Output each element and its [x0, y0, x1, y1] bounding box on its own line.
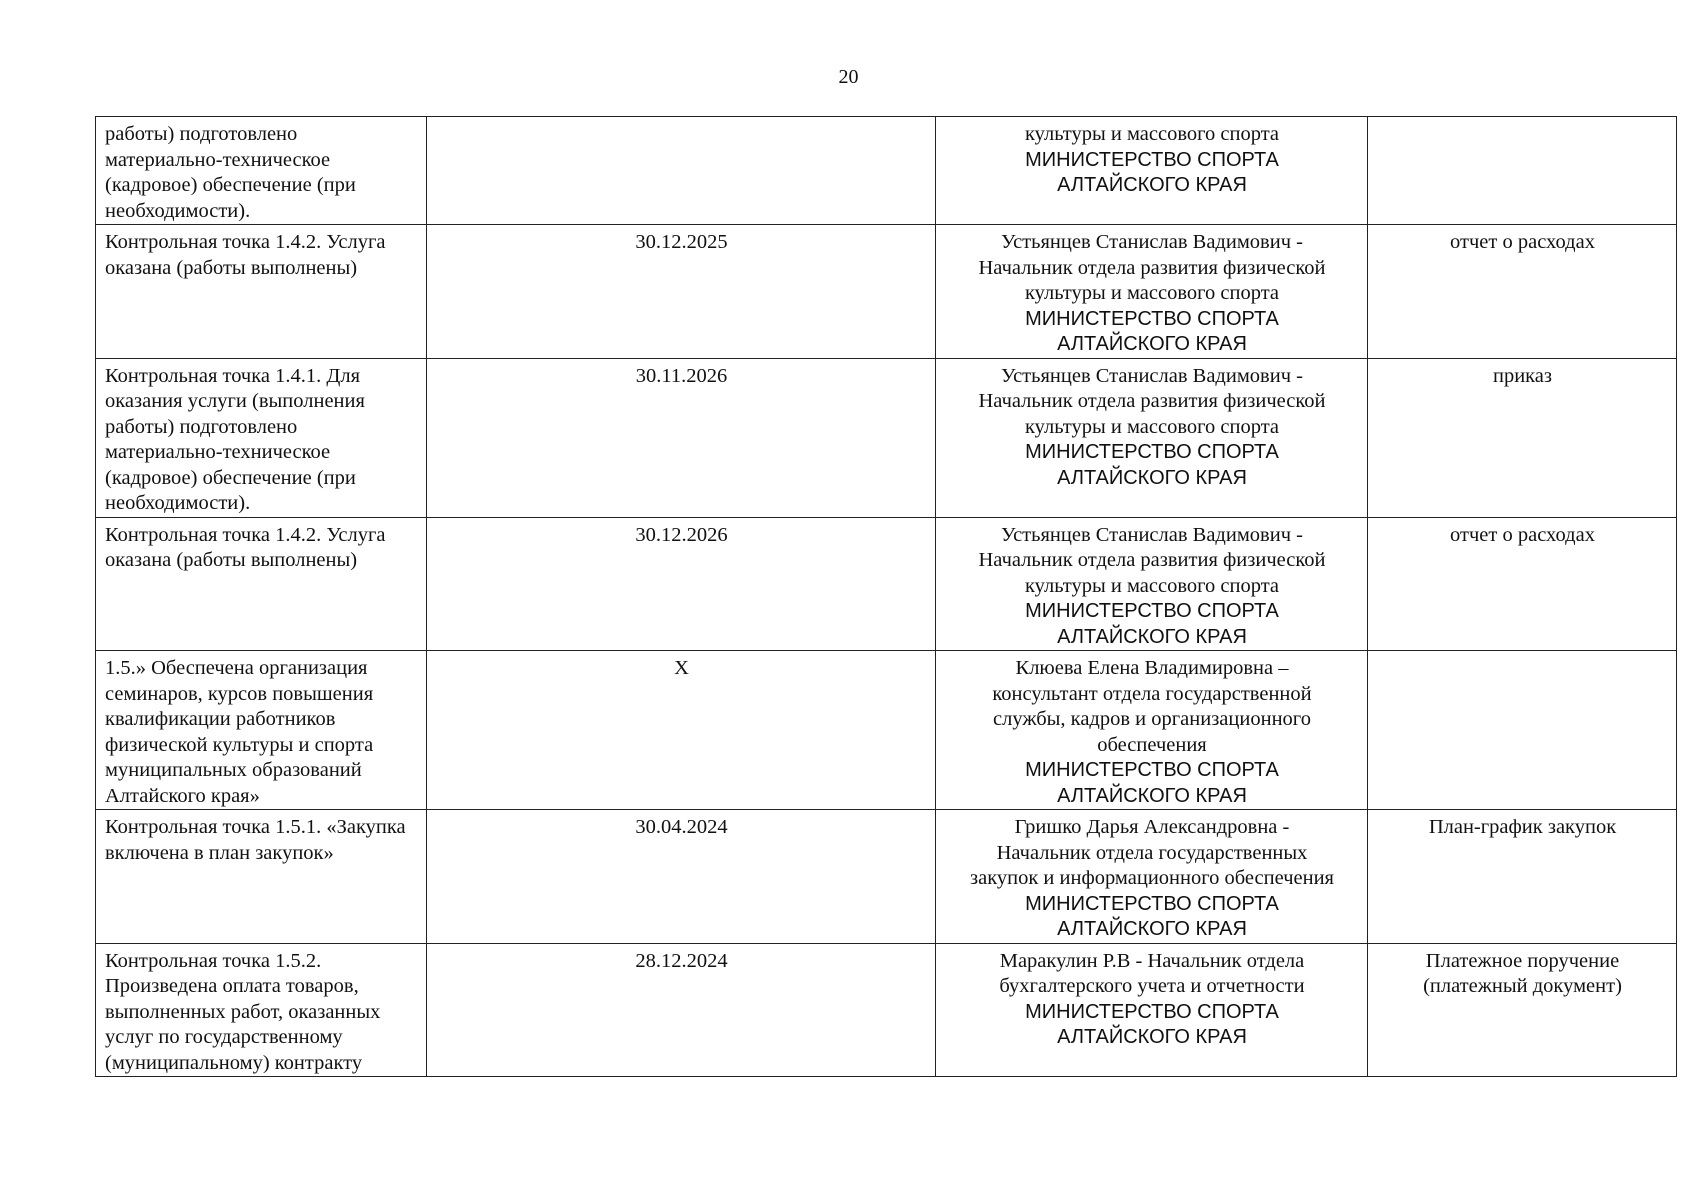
responsible-line: Устьянцев Станислав Вадимович - [1001, 523, 1303, 546]
responsible-line: бухгалтерского учета и отчетности [999, 975, 1305, 997]
organization-line: АЛТАЙСКОГО КРАЯ [1057, 784, 1247, 807]
document-type: отчет о расходах [1368, 517, 1677, 651]
deadline-date: X [427, 651, 936, 810]
organization-line: МИНИСТЕРСТВО СПОРТА [1025, 307, 1279, 330]
responsible-line: службы, кадров и организационного [993, 708, 1311, 730]
responsible-line: Начальник отдела развития физической [978, 549, 1326, 571]
responsible-cell [936, 225, 1368, 359]
responsible-line: Начальник отдела развития физической [978, 390, 1326, 412]
responsible-line: Устьянцев Станислав Вадимович - [1001, 364, 1303, 387]
organization-line: МИНИСТЕРСТВО СПОРТА [1025, 892, 1279, 915]
table-row [96, 943, 1677, 1077]
responsible-cell [936, 651, 1368, 810]
organization-line: АЛТАЙСКОГО КРАЯ [1057, 625, 1247, 648]
document-type: План-график закупок [1368, 810, 1677, 944]
responsible-line: культуры и массового спорта [1024, 282, 1280, 304]
deadline-date: 30.12.2025 [427, 225, 936, 359]
responsible-line: Начальник отдела развития физической [978, 256, 1326, 279]
responsible-line: закупок и информационного обеспечения [970, 867, 1334, 889]
table-row [96, 117, 1677, 225]
responsible-line: Гришко Дарья Александровна - [1014, 816, 1290, 838]
organization-line: МИНИСТЕРСТВО СПОРТА [1025, 441, 1279, 463]
document-type: приказ [1368, 358, 1677, 517]
table-row [96, 810, 1677, 944]
responsible-cell [936, 943, 1368, 1077]
control-point-name: Контрольная точка 1.5.1. «Закупка включена в план закупок» [96, 810, 427, 944]
responsible-line: культуры и массового спорта [1024, 123, 1280, 145]
organization-line: АЛТАЙСКОГО КРАЯ [1057, 333, 1247, 355]
page-number: 20 [838, 66, 859, 88]
document-type: отчет о расходах [1368, 225, 1677, 359]
organization-line: МИНИСТЕРСТВО СПОРТА [1025, 148, 1279, 171]
organization-line: АЛТАЙСКОГО КРАЯ [1057, 918, 1247, 940]
organization-line: МИНИСТЕРСТВО СПОРТА [1025, 1000, 1279, 1023]
deadline-date: 30.11.2026 [427, 358, 936, 517]
organization-line: АЛТАЙСКОГО КРАЯ [1057, 1026, 1247, 1048]
document-type: Платежное поручение (платежный документ) [1368, 943, 1677, 1077]
table-body [96, 117, 1677, 1077]
responsible-line: Маракулин Р.В - Начальник отдела [999, 949, 1305, 972]
responsible-line: культуры и массового спорта [1024, 415, 1280, 438]
responsible-line: обеспечения [1097, 733, 1207, 756]
control-point-name: работы) подготовлено материально-техническое (кадровое) обеспечение (при необходимости). [96, 117, 427, 225]
control-points-table [95, 116, 1677, 1077]
responsible-line: Устьянцев Станислав Вадимович - [1001, 231, 1303, 253]
deadline-date: 30.12.2026 [427, 517, 936, 651]
organization-line: АЛТАЙСКОГО КРАЯ [1057, 466, 1247, 489]
control-point-name: Контрольная точка 1.4.2. Услуга оказана (работы выполнены) [96, 517, 427, 651]
table-row [96, 517, 1677, 651]
deadline-date: 28.12.2024 [427, 943, 936, 1077]
responsible-line: консультант отдела государственной [992, 682, 1312, 705]
control-point-name: Контрольная точка 1.4.2. Услуга оказана (работы выполнены) [96, 225, 427, 359]
control-point-name: Контрольная точка 1.5.2. Произведена оплата товаров, выполненных работ, оказанных услуг по государственному (муниципальному) контракту [96, 943, 427, 1077]
responsible-cell [936, 810, 1368, 944]
organization-line: АЛТАЙСКОГО КРАЯ [1057, 174, 1247, 196]
table-row [96, 651, 1677, 810]
document-type [1368, 651, 1677, 810]
control-point-name: 1.5.» Обеспечена организация семинаров, курсов повышения квалификации работников физической культуры и спорта муниципальных образований Алтайского края» [96, 651, 427, 810]
table-row [96, 225, 1677, 359]
responsible-cell [936, 517, 1368, 651]
responsible-line: Клюева Елена Владимировна – [1015, 657, 1289, 679]
organization-line: МИНИСТЕРСТВО СПОРТА [1025, 759, 1279, 781]
responsible-cell [936, 358, 1368, 517]
control-point-name: Контрольная точка 1.4.1. Для оказания услуги (выполнения работы) подготовлено материально-техническое (кадровое) обеспечение (при необходимости). [96, 358, 427, 517]
table-row [96, 358, 1677, 517]
responsible-line: культуры и массового спорта [1024, 574, 1280, 597]
document-type [1368, 117, 1677, 225]
organization-line: МИНИСТЕРСТВО СПОРТА [1025, 600, 1279, 622]
deadline-date [427, 117, 936, 225]
deadline-date: 30.04.2024 [427, 810, 936, 944]
responsible-line: Начальник отдела государственных [996, 841, 1308, 864]
responsible-cell [936, 117, 1368, 225]
